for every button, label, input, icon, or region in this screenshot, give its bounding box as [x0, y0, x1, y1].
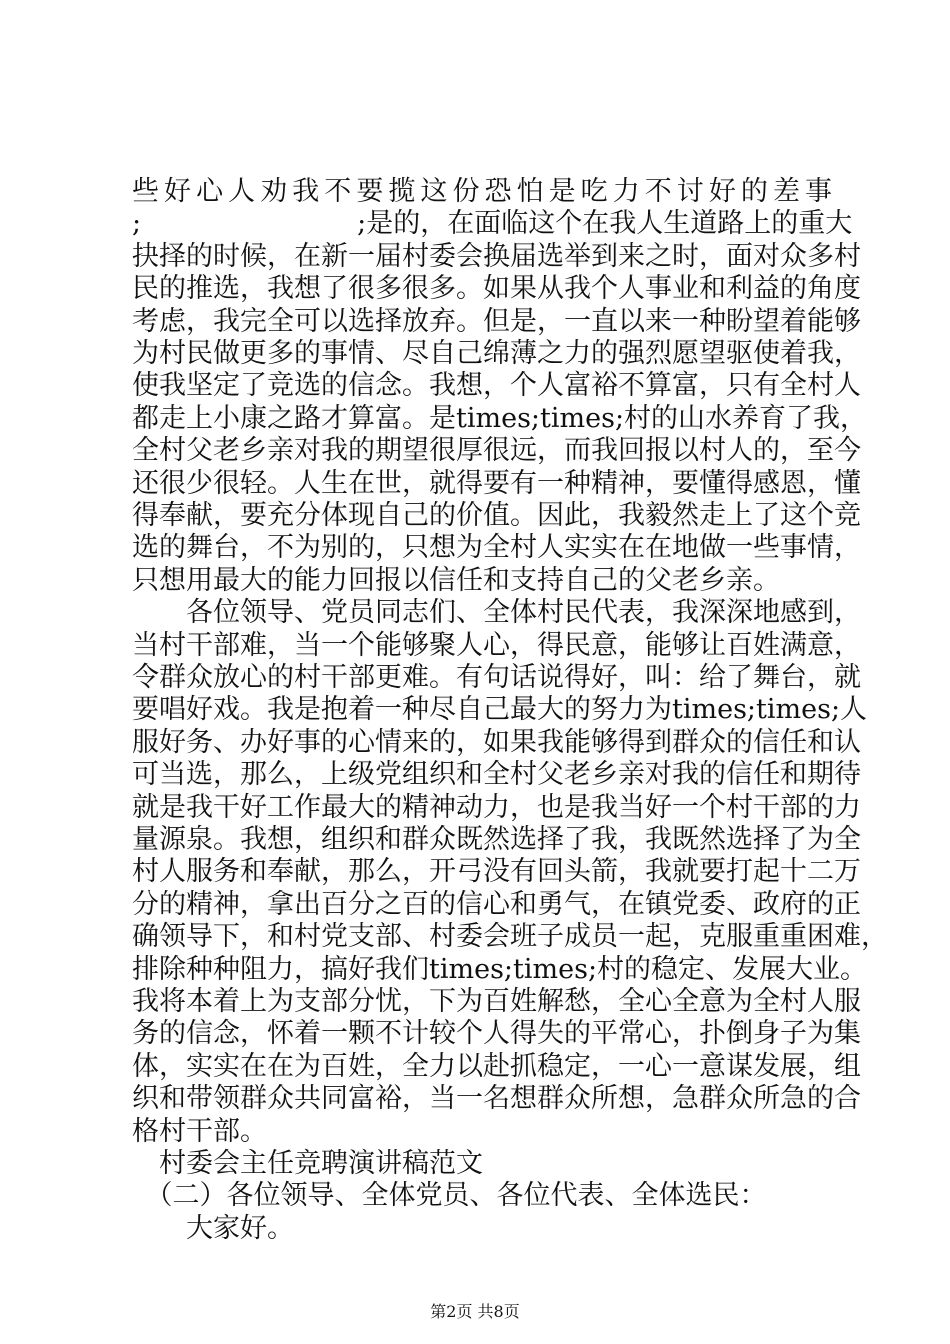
text-line: 服好务、办好事的心情来的，如果我能够得到群众的信任和认	[132, 726, 861, 758]
text-line: ; ;是的，在面临这个在我人生道路上的重大	[132, 208, 853, 240]
text-line: 使我坚定了竞选的信念。我想，个人富裕不算富，只有全村人	[132, 370, 861, 402]
text-line: 得奉献，要充分体现自己的价值。因此，我毅然走上了这个竞	[132, 500, 861, 531]
text-line: 村人服务和奉献，那么，开弓没有回头箭，我就要打起十二万	[132, 856, 861, 888]
page-footer: 第2页 共8页	[430, 1302, 520, 1321]
text-line: 考虑，我完全可以选择放弃。但是，一直以来一种盼望着能够	[132, 305, 861, 337]
text-line: 可当选，那么，上级党组织和全村父老乡亲对我的信任和期待	[132, 759, 861, 791]
text-line: 些好心人劝我不要揽这份恐怕是吃力不讨好的差事	[132, 176, 832, 207]
text-line: 村委会主任竞聘演讲稿范文	[132, 1148, 483, 1179]
text-line: 量源泉。我想，组织和群众既然选择了我，我既然选择了为全	[132, 824, 861, 855]
text-line: 格村干部。	[132, 1115, 267, 1147]
text-line: 只想用最大的能力回报以信任和支持自己的父老乡亲。	[132, 564, 780, 596]
text-line: 令群众放心的村干部更难。有句话说得好，叫：给了舞台，就	[132, 662, 861, 693]
text-line: 各位领导、党员同志们、全体村民代表，我深深地感到，	[132, 597, 861, 629]
text-line: 大家好。	[132, 1212, 294, 1244]
text-line: 织和带领群众共同富裕，当一名想群众所想，急群众所急的合	[132, 1083, 861, 1115]
text-line: 就是我干好工作最大的精神动力，也是我当好一个村干部的力	[132, 791, 861, 823]
text-line: 民的推选，我想了很多很多。如果从我个人事业和利益的角度	[132, 273, 861, 305]
text-line: 还很少很轻。人生在世，就得要有一种精神，要懂得感恩，懂	[132, 467, 861, 499]
text-line: 全村父老乡亲对我的期望很厚很远，而我回报以村人的，至今	[132, 435, 861, 467]
text-line: 务的信念，怀着一颗不计较个人得失的平常心，扑倒身子为集	[132, 1018, 861, 1050]
text-line: 当村干部难，当一个能够聚人心，得民意，能够让百姓满意，	[132, 629, 861, 661]
text-line: 要唱好戏。我是抱着一种尽自己最大的努力为times;times;人	[132, 694, 868, 726]
text-line: 确领导下，和村党支部、村委会班子成员一起，克服重重困难，	[132, 921, 888, 953]
text-line: 我将本着上为支部分忧，下为百姓解愁，全心全意为全村人服	[132, 986, 861, 1017]
text-line: 为村民做更多的事情、尽自己绵薄之力的强烈愿望驱使着我，	[132, 338, 861, 369]
text-line: 排除种种阻力，搞好我们times;times;村的稳定、发展大业。	[132, 953, 868, 985]
text-line: 选的舞台，不为别的，只想为全村人实实在在地做一些事情，	[132, 532, 861, 564]
text-line: （二）各位领导、全体党员、各位代表、全体选民：	[132, 1180, 767, 1212]
text-line: 都走上小康之路才算富。是times;times;村的山水养育了我，	[132, 402, 868, 434]
text-line: 分的精神，拿出百分之百的信心和勇气，在镇党委、政府的正	[132, 888, 861, 920]
text-line: 抉择的时候，在新一届村委会换届选举到来之时，面对众多村	[132, 240, 861, 272]
text-line: 体，实实在在为百姓，全力以赴抓稳定，一心一意谋发展，组	[132, 1050, 861, 1082]
